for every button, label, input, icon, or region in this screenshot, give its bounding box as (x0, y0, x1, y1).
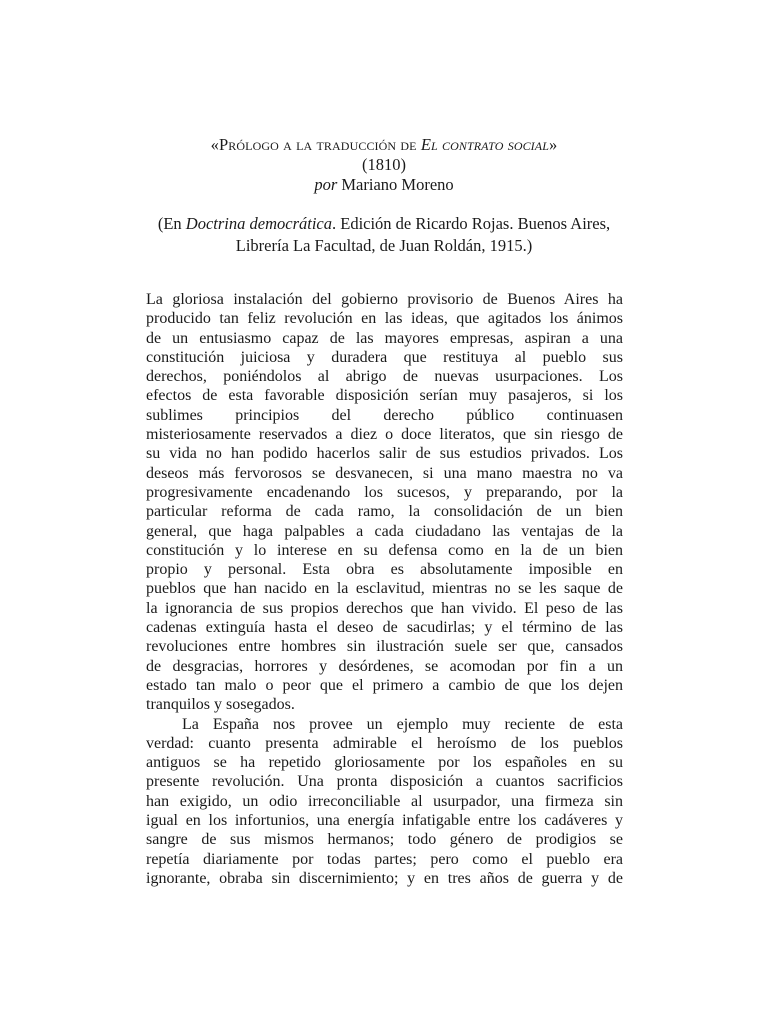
body-text (146, 290, 623, 888)
source-line-2: Librería La Facultad, de Juan Roldán, 1915.) (235, 236, 533, 255)
paragraph-line: sangre de sus mismos hermanos; todo género de prodigios se (146, 831, 623, 849)
paragraph-line: producido tan feliz revolución en las ideas, que agitados los ánimos (146, 310, 623, 328)
title-suffix: » (549, 135, 558, 154)
paragraph-line: La gloriosa instalación del gobierno provisorio de Buenos Aires ha (146, 291, 623, 308)
paragraph-line: general, que haga palpables a cada ciudadano las ventajas de la (146, 522, 623, 540)
paragraph-line: misteriosamente reservados a diez o doce literatos, que sin riesgo de (146, 426, 623, 444)
source-open: (En (157, 214, 186, 233)
paragraph-line: particular reforma de cada ramo, la consolidación de un bien (146, 503, 623, 521)
source-line1-rest: . Edición de Ricardo Rojas. Buenos Aires, (331, 214, 611, 233)
paragraph-line: ignorante, obraba sin discernimiento; y en tres años de guerra y de (146, 869, 623, 887)
paragraph-1 (146, 290, 623, 715)
paragraph-line: revoluciones entre hombres sin ilustración suele ser que, cansados (146, 638, 623, 656)
paragraph-line: sublimes principios del derecho público continuasen (146, 406, 623, 424)
paragraph-line: derechos, poniéndolos al abrigo de nuevas usurpaciones. Los (146, 368, 623, 386)
paragraph-line: presente revolución. Una pronta disposición a cuantos sacrificios (146, 773, 623, 791)
source-line-1 (0, 213, 768, 235)
paragraph-2 (146, 715, 623, 889)
paragraph-line: progresivamente encadenando los sucesos, y preparando, por la (146, 483, 623, 501)
document-header (0, 135, 768, 195)
paragraph-line: verdad: cuanto presenta admirable el heroísmo de los pueblos (146, 734, 623, 752)
paragraph-line: constitución y lo interese en su defensa como en la de un bien (146, 541, 623, 559)
author-line (0, 175, 768, 195)
paragraph-line: de un entusiasmo capaz de las mayores empresas, aspiran a una (146, 329, 623, 347)
title-prefix: «Prólogo a la traducción de (210, 135, 421, 154)
paragraph-line: de desgracias, horrores y desórdenes, se acomodan por fin a un (146, 657, 623, 675)
paragraph-line: constitución juiciosa y duradera que restituya al pueblo sus (146, 348, 623, 366)
paragraph-line: efectos de esta favorable disposición serían muy pasajeros, si los (146, 387, 623, 405)
paragraph-line: antiguos se ha repetido gloriosamente por los españoles en su (146, 754, 623, 772)
paragraph-line: estado tan malo o peor que el primero a cambio de que los dejen (146, 676, 623, 694)
title-work: El contrato social (420, 135, 549, 154)
document-title (0, 135, 768, 155)
paragraph-line: pueblos que han nacido en la esclavitud, mientras no se les saque de (146, 580, 623, 598)
paragraph-line: propio y personal. Esta obra es absolutamente imposible en (146, 561, 623, 579)
author-by: por (314, 175, 338, 194)
paragraph-line: la ignorancia de sus propios derechos que han vivido. El peso de las (146, 599, 623, 617)
paragraph-line: igual en los infortunios, una energía infatigable entre los cadáveres y (146, 812, 623, 830)
paragraph-line: La España nos provee un ejemplo muy reciente de esta (182, 715, 623, 733)
paragraph-line: deseos más fervorosos se desvanecen, si una mano maestra no va (146, 464, 623, 482)
source-work: Doctrina democrática (185, 214, 332, 233)
paragraph-line: han exigido, un odio irreconciliable al usurpador, una firmeza sin (146, 792, 623, 810)
paragraph-line: tranquilos y sosegados. (146, 696, 295, 714)
paragraph-line: cadenas extinguía hasta el deseo de sacudirlas; y el término de las (146, 619, 623, 637)
author-name: Mariano Moreno (341, 175, 454, 194)
document-year: (1810) (362, 155, 406, 174)
paragraph-line: su vida no han podido hacerlos salir de sus estudios privados. Los (146, 445, 623, 463)
paragraph-line: repetía diariamente por todas partes; pero como el pueblo era (146, 850, 623, 868)
source-citation (0, 213, 768, 257)
